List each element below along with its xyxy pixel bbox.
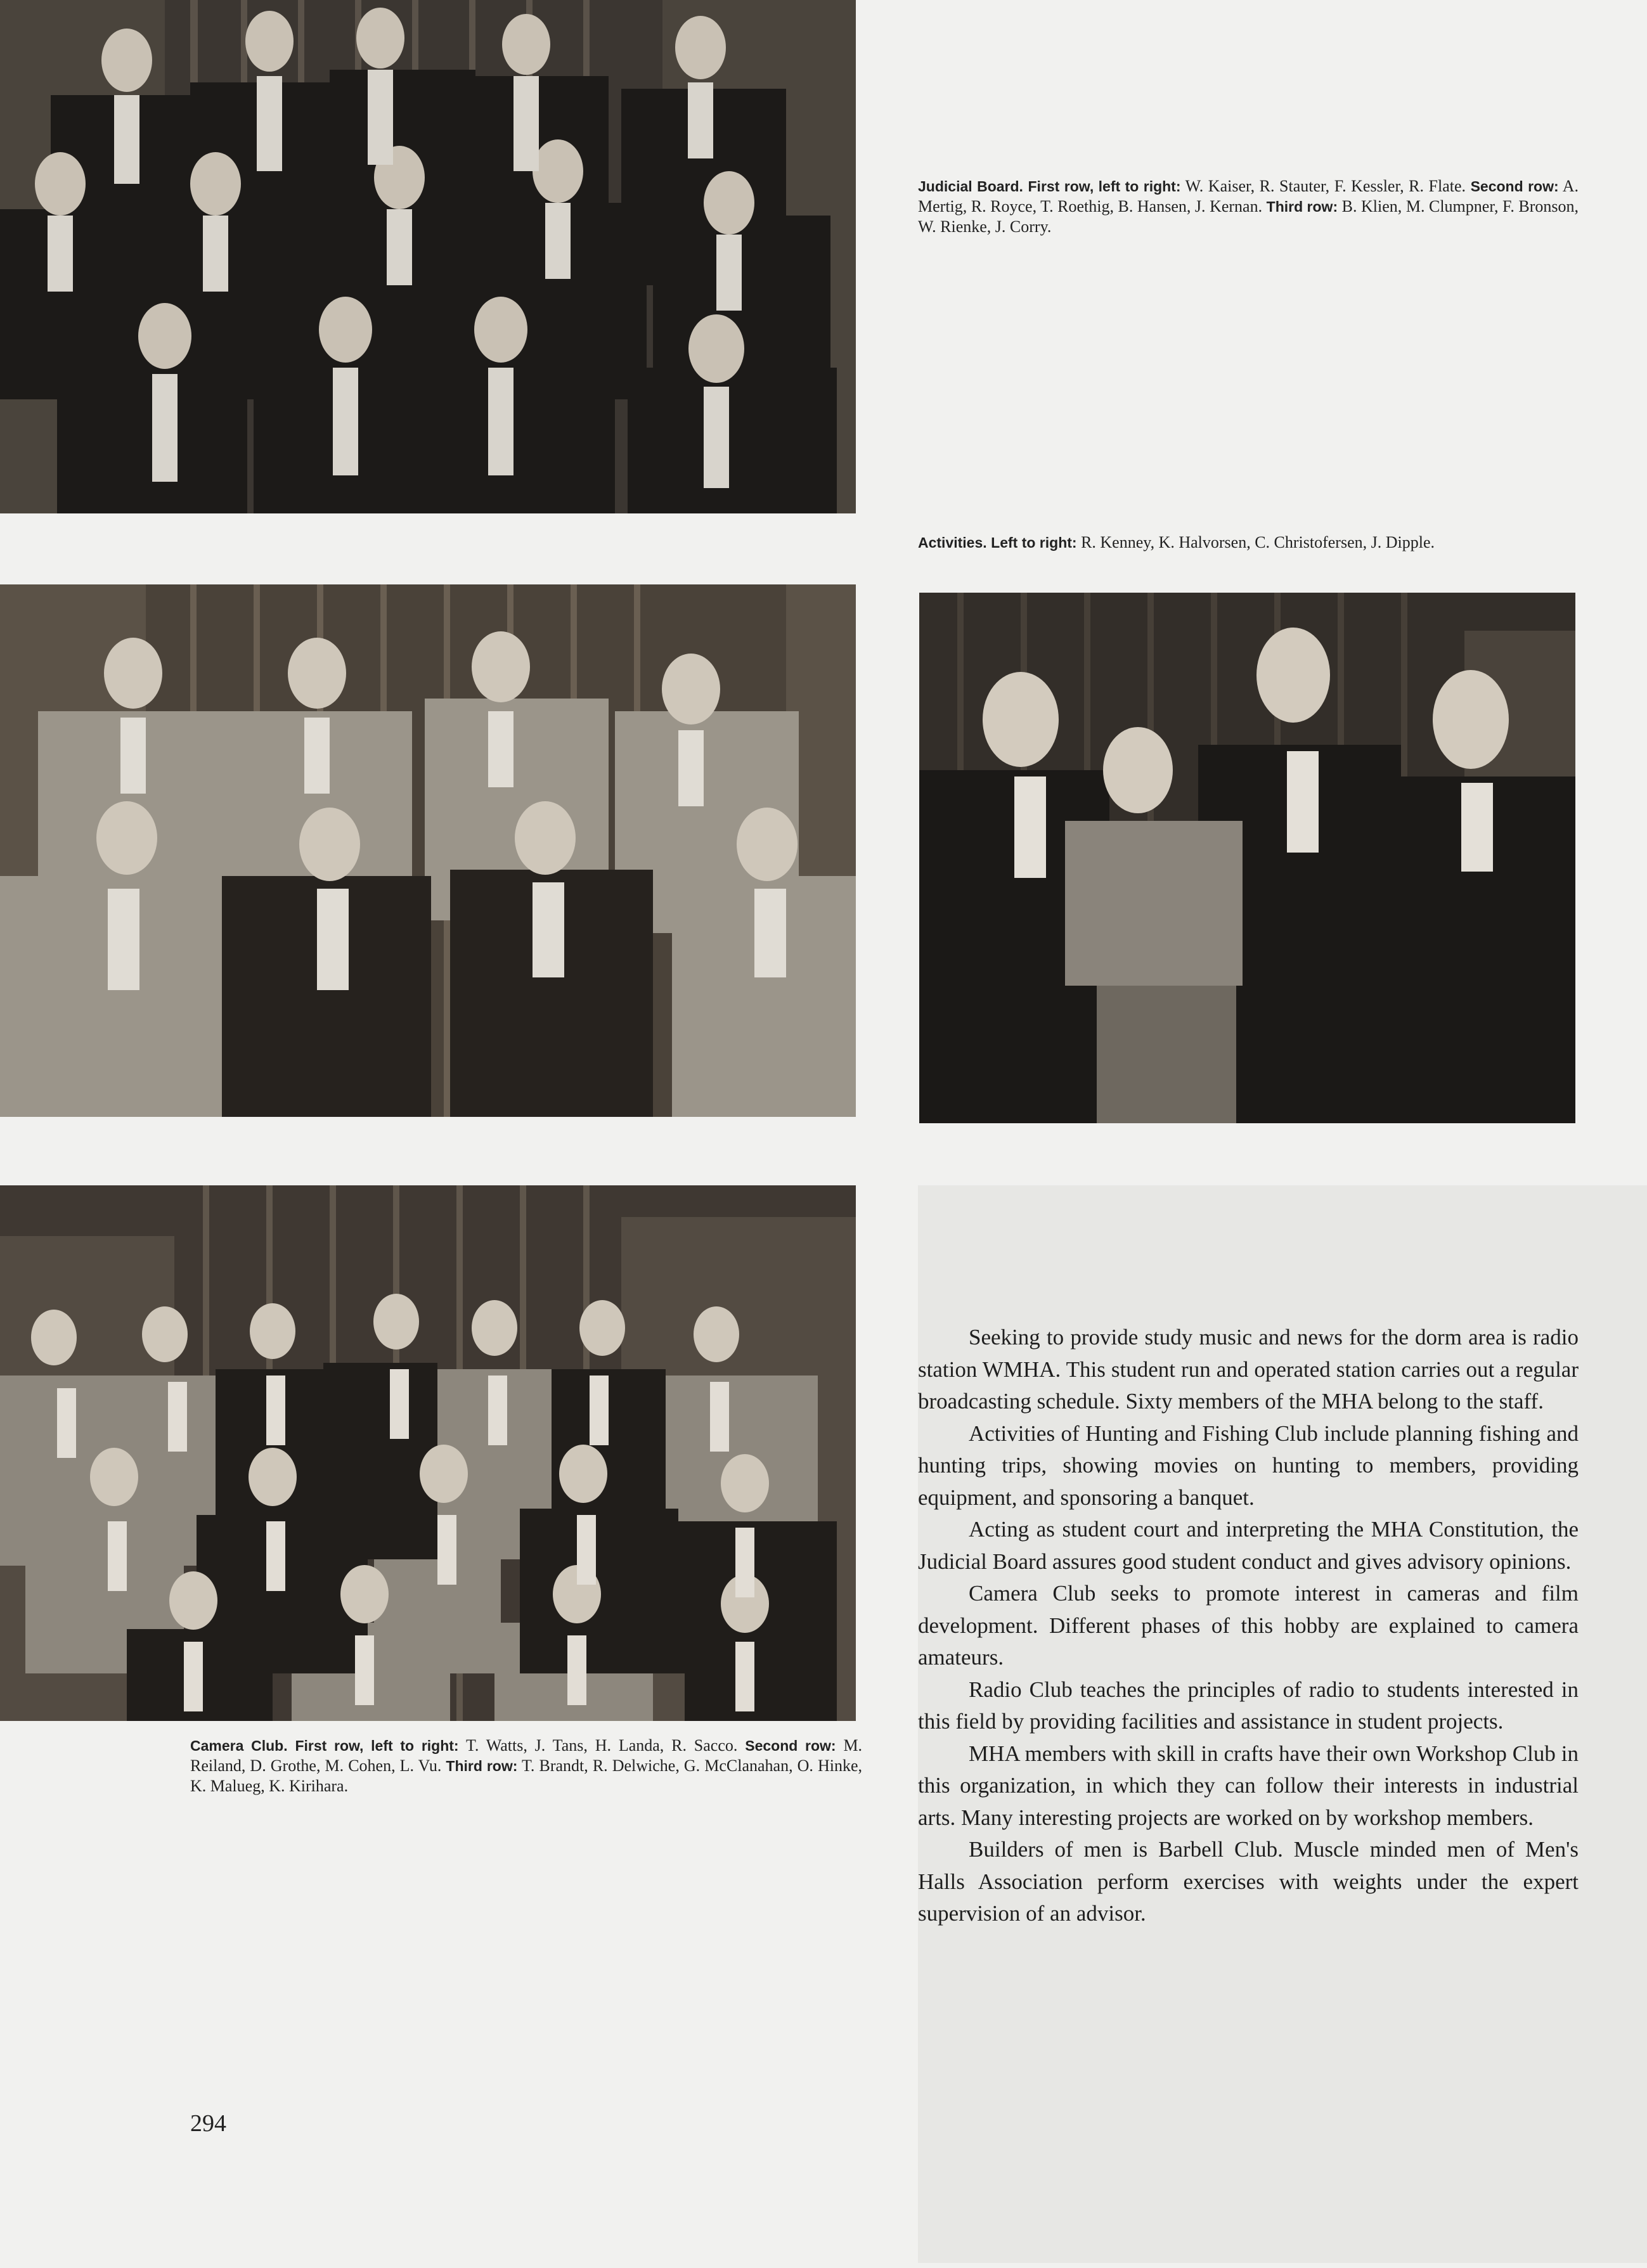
judicial-board-photo — [0, 0, 856, 513]
activities-caption: Activities. Left to right: R. Kenney, K. Halvorsen, C. Christofersen, J. Dipple. — [918, 533, 1435, 551]
show-through-text — [918, 162, 1579, 542]
paragraph-judicial-board: Acting as student court and interpreting the MHA Constitution, the Judicial Board assures good student conduct and gives advisory opinions. — [918, 1517, 1579, 1574]
paragraph-radio-station: Seeking to provide study music and news for the dorm area is radio station WMHA. This student run and operated station carries out a regular broadcasting schedule. Sixty members of the MHA belong to the staff. — [918, 1325, 1579, 1414]
camera-club-photo — [0, 1185, 856, 1721]
activities-photo — [919, 593, 1575, 1123]
camera-club-caption: Camera Club. First row, left to right: T. Watts, J. Tans, H. Landa, R. Sacco. Second row: M. Reiland, D. Grothe, M. Cohen, L. Vu. Third row: T. Brandt, R. Delwiche, G. McClanahan, O. Hinke, K. Malueg, K. Kirihara. — [190, 1736, 863, 1795]
paragraph-radio-club: Radio Club teaches the principles of radio to students interested in this field by providing facilities and assistance in student projects. — [918, 1677, 1579, 1734]
page-number: 294 — [190, 2110, 226, 2137]
group-photo-middle — [0, 584, 856, 1117]
paragraph-barbell-club: Builders of men is Barbell Club. Muscle minded men of Men's Halls Association perform exercises with weights under the expert supervision of an advisor. — [918, 1837, 1579, 1926]
paragraph-workshop-club: MHA members with skill in crafts have their own Workshop Club in this organization, in which they can follow their interests in industrial arts. Many interesting projects are worked on by workshop members. — [918, 1741, 1579, 1830]
paragraph-hunting-fishing: Activities of Hunting and Fishing Club include planning fishing and hunting trips, showing movies on hunting to members, providing equipment, and sponsoring a banquet. — [918, 1421, 1579, 1510]
paragraph-camera-club: Camera Club seeks to promote interest in cameras and film development. Different phases of this hobby are explained to camera amateurs. — [918, 1581, 1579, 1670]
body-text — [918, 1322, 1579, 1930]
judicial-board-caption: Judicial Board. First row, left to right: W. Kaiser, R. Stauter, F. Kessler, R. Flate. Second row: A. Mertig, R. Royce, T. Roethig, B. Hansen, J. Kernan. Third row: B. Klien, M. Clumpner, F. Bronson, W. Rienke, J. Corry. — [918, 177, 1579, 236]
